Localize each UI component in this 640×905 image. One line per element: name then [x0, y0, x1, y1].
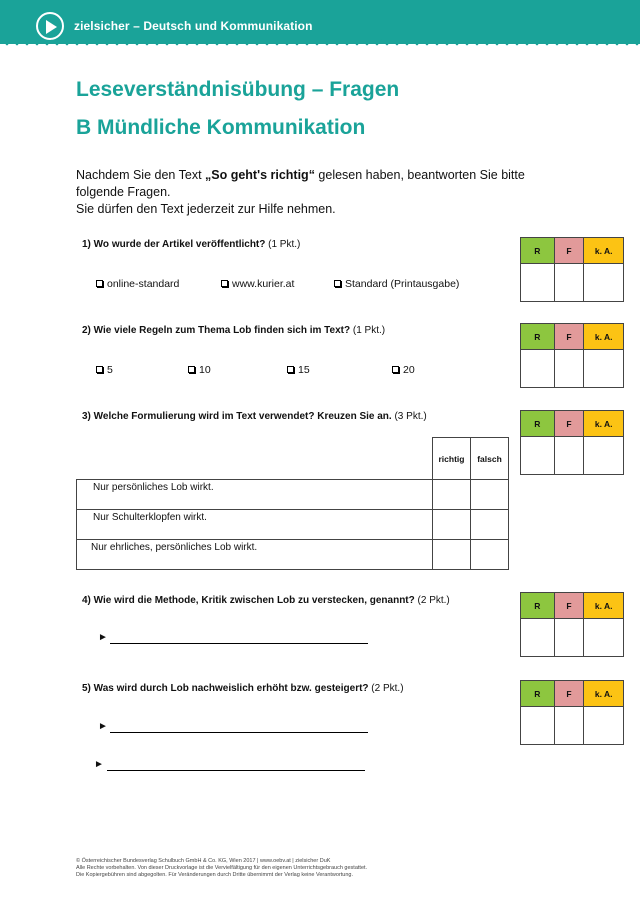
checkbox-icon[interactable] — [96, 280, 103, 287]
q1-option-3-label: Standard (Printausgabe) — [345, 278, 460, 290]
q3-statement-1: Nur persönliches Lob wirkt. — [77, 480, 433, 510]
grade-r-cell[interactable] — [521, 264, 555, 302]
arrow-icon: ► — [98, 632, 108, 643]
grade-r-label: R — [521, 324, 555, 350]
grade-ka-label: k. A. — [584, 681, 624, 707]
q1-option-1-label: online-standard — [107, 278, 180, 290]
q3-richtig-cell-1[interactable] — [433, 480, 471, 510]
q3-falsch-cell-3[interactable] — [471, 540, 509, 570]
checkbox-icon[interactable] — [96, 366, 103, 373]
q3-falsch-cell-2[interactable] — [471, 510, 509, 540]
q3-header-spacer — [77, 438, 433, 480]
question-3-text: 3) Welche Formulierung wird im Text verwendet? Kreuzen Sie an. — [82, 411, 392, 422]
question-2 — [82, 325, 385, 336]
grade-f-cell[interactable] — [554, 264, 584, 302]
question-4-points: (2 Pkt.) — [414, 595, 450, 606]
q2-option-1-label: 5 — [107, 364, 113, 376]
grading-box-q4 — [520, 592, 624, 657]
q2-option-4[interactable] — [392, 364, 415, 376]
grade-ka-cell[interactable] — [584, 264, 624, 302]
footer-line-3: Die Kopiergebühren sind abgegolten. Für Veränderungen durch Dritte übernimmt der Verlag keine Verantwortung. — [76, 872, 354, 878]
question-5-points: (2 Pkt.) — [368, 683, 404, 694]
intro-part1: Nachdem Sie den Text — [76, 168, 206, 182]
grading-box-q2 — [520, 323, 624, 388]
grading-box-q1 — [520, 237, 624, 302]
grade-ka-cell[interactable] — [584, 350, 624, 388]
question-3-points: (3 Pkt.) — [391, 411, 427, 422]
grade-ka-cell[interactable] — [584, 619, 624, 657]
page-subtitle: B Mündliche Kommunikation — [76, 116, 366, 139]
question-2-text: 2) Wie viele Regeln zum Thema Lob finden sich im Text? — [82, 325, 351, 336]
question-4-text: 4) Wie wird die Methode, Kritik zwischen Lob zu verstecken, genannt? — [82, 595, 415, 606]
q2-option-3-label: 15 — [298, 364, 310, 376]
q3-statement-table — [76, 437, 509, 570]
grade-f-cell[interactable] — [554, 707, 584, 745]
checkbox-icon[interactable] — [334, 280, 341, 287]
page-header — [0, 0, 640, 44]
answer-line-q5-a[interactable] — [110, 732, 368, 733]
grade-r-cell[interactable] — [521, 707, 555, 745]
checkbox-icon[interactable] — [392, 366, 399, 373]
q3-richtig-cell-3[interactable] — [433, 540, 471, 570]
intro-line3: Sie dürfen den Text jederzeit zur Hilfe nehmen. — [76, 202, 336, 216]
brand-title: zielsicher – Deutsch und Kommunikation — [74, 19, 313, 33]
footer-line-2: Alle Rechte vorbehalten. Von dieser Druckvorlage ist die Vervielfältigung für den eigenen Unterrichtsgebrauch gestattet. — [76, 865, 368, 871]
q2-option-2-label: 10 — [199, 364, 211, 376]
grade-f-cell[interactable] — [554, 619, 584, 657]
q3-col-falsch: falsch — [471, 438, 509, 480]
copyright-footer — [76, 858, 367, 879]
answer-line-q5-b[interactable] — [107, 770, 365, 771]
grade-f-label: F — [554, 324, 584, 350]
grade-f-label: F — [554, 681, 584, 707]
grade-r-label: R — [521, 411, 555, 437]
checkbox-icon[interactable] — [287, 366, 294, 373]
q2-option-1[interactable] — [96, 364, 113, 376]
grade-f-label: F — [554, 411, 584, 437]
grade-ka-label: k. A. — [584, 238, 624, 264]
grade-ka-label: k. A. — [584, 324, 624, 350]
grade-r-label: R — [521, 593, 555, 619]
question-5-text: 5) Was wird durch Lob nachweislich erhöht bzw. gesteigert? — [82, 683, 369, 694]
question-5 — [82, 683, 404, 694]
grade-f-label: F — [554, 593, 584, 619]
grading-box-q3 — [520, 410, 624, 475]
q2-option-3[interactable] — [287, 364, 310, 376]
grade-ka-label: k. A. — [584, 411, 624, 437]
page-title: Leseverständnisübung – Fragen — [76, 78, 400, 101]
question-4 — [82, 595, 450, 606]
q3-statement-3: Nur ehrliches, persönliches Lob wirkt. — [77, 540, 433, 570]
grade-f-cell[interactable] — [554, 437, 584, 475]
question-1-points: (1 Pkt.) — [265, 239, 301, 250]
grade-f-cell[interactable] — [554, 350, 584, 388]
footer-line-1: © Österreichischer Bundesverlag Schulbuch GmbH & Co. KG, Wien 2017 | www.oebv.at | zielsicher DuK — [76, 858, 331, 864]
q2-option-4-label: 20 — [403, 364, 415, 376]
grade-r-cell[interactable] — [521, 619, 555, 657]
grade-ka-cell[interactable] — [584, 437, 624, 475]
intro-bold-title: „So geht's richtig“ — [205, 168, 315, 182]
q1-option-2[interactable] — [221, 278, 294, 290]
question-3 — [82, 411, 427, 422]
q1-option-2-label: www.kurier.at — [232, 278, 295, 290]
grade-f-label: F — [554, 238, 584, 264]
question-2-points: (1 Pkt.) — [350, 325, 386, 336]
question-1 — [82, 239, 300, 250]
checkbox-icon[interactable] — [188, 366, 195, 373]
grade-ka-cell[interactable] — [584, 707, 624, 745]
q3-falsch-cell-1[interactable] — [471, 480, 509, 510]
arrow-icon: ► — [94, 759, 104, 770]
grade-r-label: R — [521, 681, 555, 707]
answer-line-q4[interactable] — [110, 643, 368, 644]
arrow-icon: ► — [98, 721, 108, 732]
intro-text — [76, 167, 576, 218]
q3-richtig-cell-2[interactable] — [433, 510, 471, 540]
intro-part2: gelesen haben, beantworten Sie bitte folgende Fragen. — [76, 168, 525, 199]
q1-option-1[interactable] — [96, 278, 179, 290]
grade-r-cell[interactable] — [521, 437, 555, 475]
grading-box-q5 — [520, 680, 624, 745]
header-dotted-edge — [0, 38, 640, 48]
checkbox-icon[interactable] — [221, 280, 228, 287]
q3-col-richtig: richtig — [433, 438, 471, 480]
q1-option-3[interactable] — [334, 278, 459, 290]
grade-r-cell[interactable] — [521, 350, 555, 388]
q3-statement-2: Nur Schulterklopfen wirkt. — [77, 510, 433, 540]
question-1-text: 1) Wo wurde der Artikel veröffentlicht? — [82, 239, 266, 250]
play-logo-icon — [36, 12, 64, 40]
grade-ka-label: k. A. — [584, 593, 624, 619]
grade-r-label: R — [521, 238, 555, 264]
q2-option-2[interactable] — [188, 364, 211, 376]
